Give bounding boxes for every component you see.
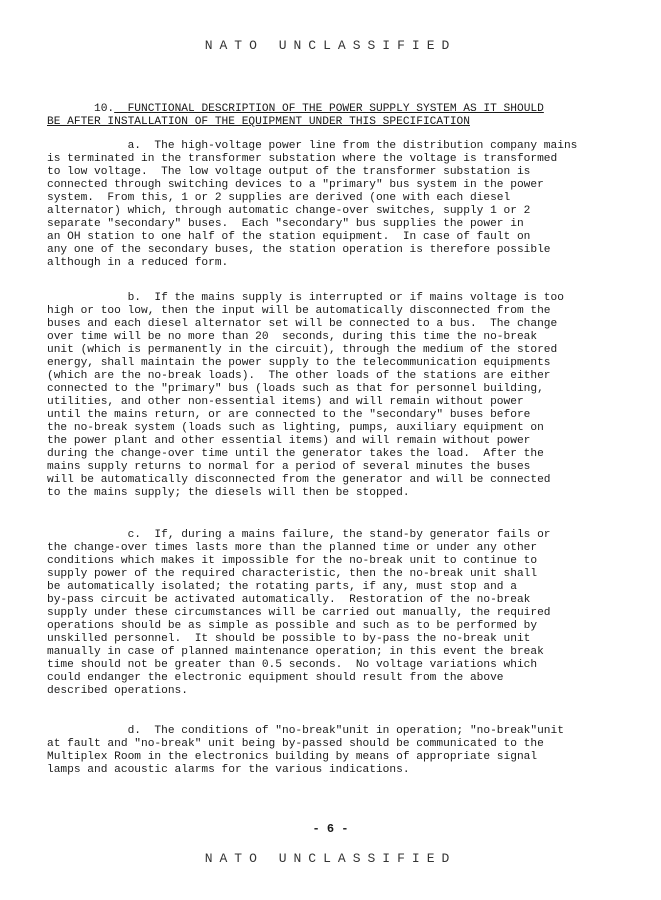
paragraph-line: unit (which is permanently in the circuit), through the medium of the stored [47,344,558,356]
paragraph-line: unskilled personnel. It should be possible to by-pass the no-break unit [47,633,531,645]
page-number: - 6 - [312,822,349,836]
paragraph-line: b. If the mains supply is interrupted or if mains voltage is too [47,292,564,304]
paragraph-line: to the mains supply; the diesels will then be stopped. [47,487,410,499]
paragraph-line: Multiplex Room in the electronics building by means of appropriate signal [47,751,538,763]
paragraph-line: will be automatically disconnected from the generator and will be connected [47,474,551,486]
paragraph-line: to low voltage. The low voltage output of the transformer substation is [47,166,531,178]
paragraph-b [47,292,577,500]
paragraph-line: the no-break system (loads such as lighting, pumps, auxiliary equipment on [47,422,544,434]
paragraph-line: any one of the secondary buses, the station operation is therefore possible [47,244,551,256]
paragraph-line: an OH station to one half of the station equipment. In case of fault on [47,231,531,243]
paragraph-line: time should not be greater than 0.5 seconds. No voltage variations which [47,659,538,671]
paragraph-line: connected to the "primary" bus (loads such as that for personnel building, [47,383,544,395]
paragraph-line: over time will be no more than 20 seconds, during this time the no-break [47,331,538,343]
section-heading-line-1: FUNCTIONAL DESCRIPTION OF THE POWER SUPPLY SYSTEM AS IT SHOULD [127,103,544,115]
paragraph-line: alternator) which, through automatic change-over switches, supply 1 or 2 [47,205,531,217]
paragraph-line: mains supply returns to normal for a period of several minutes the buses [47,461,531,473]
paragraph-line: connected through switching devices to a "primary" bus system in the power [47,179,544,191]
paragraph-a [47,140,577,270]
paragraph-line: the power plant and other essential items) and will remain without power [47,435,531,447]
paragraph-line: described operations. [47,685,188,697]
paragraph-line: (which are the no-break loads). The other loads of the stations are either [47,370,551,382]
paragraph-line: could endanger the electronic equipment should result from the above [47,672,504,684]
paragraph-line: is terminated in the transformer substation where the voltage is transformed [47,153,558,165]
paragraph-line: lamps and acoustic alarms for the various indications. [47,764,410,776]
paragraph-line: be automatically isolated; the rotating parts, if any, must stop and a [47,581,517,593]
section-heading-line-2: BE AFTER INSTALLATION OF THE EQUIPMENT UNDER THIS SPECIFICATION [47,116,470,128]
classification-marking-bottom: NATO UNCLASSIFIED [204,851,457,866]
paragraph-line: d. The conditions of "no-break"unit in operation; "no-break"unit [47,725,564,737]
paragraph-line: energy, shall maintain the power supply to the telecommunication equipments [47,357,551,369]
paragraph-line: high or too low, then the input will be automatically disconnected from the [47,305,551,317]
paragraph-line: at fault and "no-break" unit being by-passed should be communicated to the [47,738,544,750]
paragraph-line: during the change-over time until the generator takes the load. After the [47,448,544,460]
paragraph-line: separate "secondary" buses. Each "secondary" bus supplies the power in [47,218,524,230]
paragraph-line: the change-over times lasts more than the planned time or under any other [47,542,538,554]
paragraph-line: supply power of the required characteristic, then the no-break unit shall [47,568,538,580]
paragraph-line: although in a reduced form. [47,257,229,269]
paragraph-line: utilities, and other non-essential items) and will remain without power [47,396,524,408]
paragraph-d [47,725,577,777]
classification-marking-top: NATO UNCLASSIFIED [204,38,457,53]
paragraph-line: c. If, during a mains failure, the stand-by generator fails or [47,529,551,541]
paragraph-line: a. The high-voltage power line from the distribution company mains [47,140,578,152]
section-number: 10. [94,103,115,115]
paragraph-line: supply under these circumstances will be carried out manually, the required [47,607,551,619]
paragraph-line: conditions which makes it impossible for the no-break unit to continue to [47,555,538,567]
paragraph-line: operations should be as simple as possible and such as to be performed by [47,620,538,632]
paragraph-line: manually in case of planned maintenance operation; in this event the break [47,646,544,658]
paragraph-line: system. From this, 1 or 2 supplies are derived (one with each diesel [47,192,511,204]
paragraph-line: by-pass circuit be activated automatically. Restoration of the no-break [47,594,531,606]
paragraph-c [47,529,577,698]
paragraph-line: until the mains return, or are connected to the "secondary" buses before [47,409,531,421]
section-heading [47,103,577,129]
paragraph-line: buses and each diesel alternator set will be connected to a bus. The change [47,318,558,330]
